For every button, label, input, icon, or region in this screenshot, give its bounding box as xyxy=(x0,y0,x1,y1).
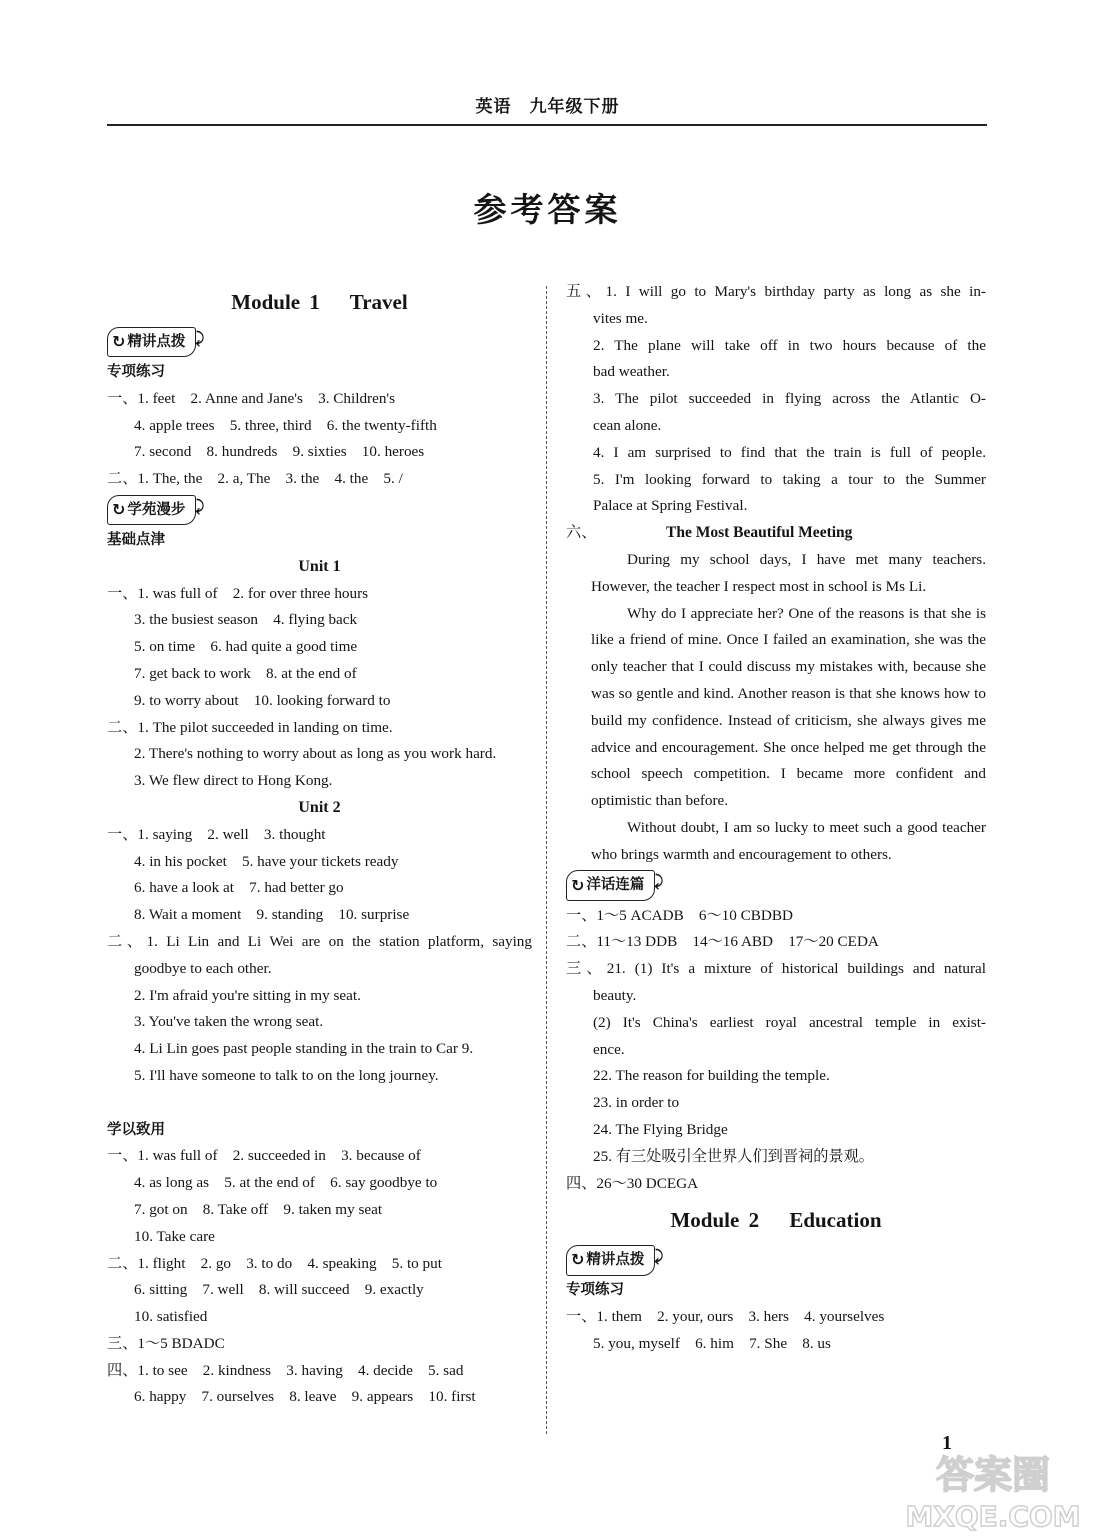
curl-icon: ⤸ xyxy=(654,1246,664,1265)
section-badge xyxy=(107,327,205,358)
answer-line: 22. The reason for building the temple. xyxy=(593,1067,830,1085)
section-heading: 基础点津 xyxy=(107,531,165,548)
curl-icon: ⤸ xyxy=(654,872,664,891)
answer-line: cean alone. xyxy=(593,416,662,434)
section-heading: 专项练习 xyxy=(566,1282,624,1299)
answer-line: 三、1～5 BDADC xyxy=(107,1334,225,1352)
watermark-text-cn: 答案圈 xyxy=(935,1453,1051,1497)
answer-line: 5. I'm looking forward to taking a tour to the Summer xyxy=(593,470,986,488)
answer-line: 6. have a look at 7. had better go xyxy=(134,879,344,897)
question-number: 六、 xyxy=(566,524,597,542)
answer-line: 2. I'm afraid you're sitting in my seat. xyxy=(134,986,361,1004)
module-title: Module 2 Education xyxy=(670,1208,882,1233)
answer-line: 二、1. Li Lin and Li Wei are on the station platform, saying xyxy=(107,932,532,950)
column-divider xyxy=(546,286,547,1434)
answer-line: 一、1. was full of 2. succeeded in 3. because of xyxy=(107,1147,421,1165)
left-column xyxy=(107,279,532,1411)
answer-line: 4. I am surprised to find that the train is full of people. xyxy=(593,443,986,461)
right-column xyxy=(566,279,986,1358)
answer-line: 24. The Flying Bridge xyxy=(593,1120,728,1138)
essay-paragraph: Without doubt, I am so lucky to meet such a good teacher who brings warmth and encouragement to others. xyxy=(591,818,986,863)
section-badge xyxy=(566,870,664,901)
answer-line: 3. the busiest season 4. flying back xyxy=(134,611,358,629)
page-title: 参考答案 xyxy=(473,190,622,229)
answer-line: 5. you, myself 6. him 7. She 8. us xyxy=(593,1334,831,1352)
answer-line: 一、1. saying 2. well 3. thought xyxy=(107,825,326,843)
curl-icon: ⤸ xyxy=(195,496,205,515)
spacer xyxy=(107,1090,532,1117)
section-badge-row xyxy=(107,493,532,527)
answer-line: 9. to worry about 10. looking forward to xyxy=(134,691,391,709)
section-badge-row xyxy=(566,1243,986,1277)
section-badge xyxy=(566,1245,664,1276)
essay-heading xyxy=(566,520,986,547)
answer-line: 4. in his pocket 5. have your tickets ready xyxy=(134,852,399,870)
answer-line: 2. There's nothing to worry about as long as you work hard. xyxy=(134,745,497,763)
answer-line: 4. Li Lin goes past people standing in the train to Car 9. xyxy=(134,1040,474,1058)
watermark-text-en: MXQE.COM xyxy=(905,1500,1081,1533)
answer-line: 二、1. The pilot succeeded in landing on time. xyxy=(107,718,393,736)
answer-line: 一、1. was full of 2. for over three hours xyxy=(107,584,369,602)
page-number: 1 xyxy=(942,1432,952,1454)
answer-line: 五、1. I will go to Mary's birthday party as long as she in- xyxy=(566,283,986,300)
section-heading: 学以致用 xyxy=(107,1121,165,1138)
answer-line: vites me. xyxy=(593,309,648,327)
section-heading: 专项练习 xyxy=(107,364,165,380)
answer-line: 10. Take care xyxy=(134,1227,215,1245)
answer-line: 3. The pilot succeeded in flying across the Atlantic O- xyxy=(593,390,986,408)
answer-line: (2) It's China's earliest royal ancestral temple in exist- xyxy=(593,1013,986,1031)
answer-line: 四、1. to see 2. kindness 3. having 4. decide 5. sad xyxy=(107,1361,464,1379)
answer-line: 4. as long as 5. at the end of 6. say goodbye to xyxy=(134,1174,438,1192)
essay-title: The Most Beautiful Meeting xyxy=(666,524,853,542)
answer-line: 23. in order to xyxy=(593,1094,680,1112)
badge-label: 学苑漫步 xyxy=(127,501,186,518)
answer-line: 8. Wait a moment 9. standing 10. surprise xyxy=(134,906,410,924)
answer-line: 三、21. (1) It's a mixture of historical buildings and natural xyxy=(566,960,986,978)
answer-line: 一、1～5 ACADB 6～10 CBDBD xyxy=(566,906,793,924)
swirl-icon: ↻ xyxy=(571,1250,585,1270)
swirl-icon: ↻ xyxy=(112,331,126,351)
answer-line: 6. happy 7. ourselves 8. leave 9. appears 10. first xyxy=(134,1388,476,1406)
answer-line: 4. apple trees 5. three, third 6. the twenty-fifth xyxy=(134,416,437,434)
answer-line: 二、11～13 DDB 14～16 ABD 17～20 CEDA xyxy=(566,933,879,951)
section-badge xyxy=(107,495,205,526)
answer-line: 一、1. them 2. your, ours 3. hers 4. yourselves xyxy=(566,1308,885,1326)
answer-line: Palace at Spring Festival. xyxy=(593,497,748,515)
answer-line: 一、1. feet 2. Anne and Jane's 3. Children's xyxy=(107,389,396,407)
answer-line: 3. You've taken the wrong seat. xyxy=(134,1013,324,1031)
badge-label: 精讲点拨 xyxy=(127,333,186,350)
answer-line: 7. got on 8. Take off 9. taken my seat xyxy=(134,1200,383,1218)
unit-title: Unit 2 xyxy=(298,798,341,816)
module-title: Module 1 Travel xyxy=(231,290,408,314)
answer-line: ence. xyxy=(593,1040,625,1058)
answer-line: goodbye to each other. xyxy=(134,959,272,977)
answer-line: 25. 有三处吸引全世界人们到晋祠的景观。 xyxy=(593,1147,874,1165)
answer-line: 7. get back to work 8. at the end of xyxy=(134,664,357,682)
answer-line: 6. sitting 7. well 8. will succeed 9. exactly xyxy=(134,1281,424,1299)
answer-line: 二、1. flight 2. go 3. to do 4. speaking 5. to put xyxy=(107,1254,442,1272)
watermark-logo xyxy=(893,1448,1093,1534)
answer-line: 5. on time 6. had quite a good time xyxy=(134,638,358,656)
essay-paragraph: Why do I appreciate her? One of the reasons is that she is like a friend of mine. Once I failed an examination, she was the only teacher that I could discuss my mistakes with, because she was so gentle and kind. Another reason is that she knows how to build my confidence. Instead of criticism, she always gives me advice and encouragement. She once helped me get through the school speech competition. I became more confident and optimistic than before. xyxy=(591,604,986,810)
essay-paragraph: During my school days, I have met many teachers. However, the teacher I respect most in school is Ms Li. xyxy=(591,550,986,595)
answer-line: 二、1. The, the 2. a, The 3. the 4. the 5. / xyxy=(107,470,403,488)
answer-line: 四、26～30 DCEGA xyxy=(566,1174,699,1192)
running-header: 英语 九年级下册 xyxy=(475,97,620,117)
unit-title: Unit 1 xyxy=(298,557,341,575)
curl-icon: ⤸ xyxy=(195,328,205,347)
section-badge-row xyxy=(107,325,532,359)
answer-line: 2. The plane will take off in two hours because of the xyxy=(593,336,986,354)
swirl-icon: ↻ xyxy=(571,875,585,895)
badge-label: 洋话连篇 xyxy=(586,877,645,894)
badge-label: 精讲点拨 xyxy=(586,1251,645,1268)
answer-line: beauty. xyxy=(593,986,637,1004)
answer-line: 5. I'll have someone to talk to on the long journey. xyxy=(134,1066,439,1084)
answer-line: bad weather. xyxy=(593,363,670,381)
answer-line: 10. satisfied xyxy=(134,1308,208,1326)
answer-line: 7. second 8. hundreds 9. sixties 10. heroes xyxy=(134,443,425,461)
section-badge-row xyxy=(566,869,986,903)
swirl-icon: ↻ xyxy=(112,499,126,519)
header-rule xyxy=(107,124,987,126)
answer-line: 3. We flew direct to Hong Kong. xyxy=(134,772,333,790)
